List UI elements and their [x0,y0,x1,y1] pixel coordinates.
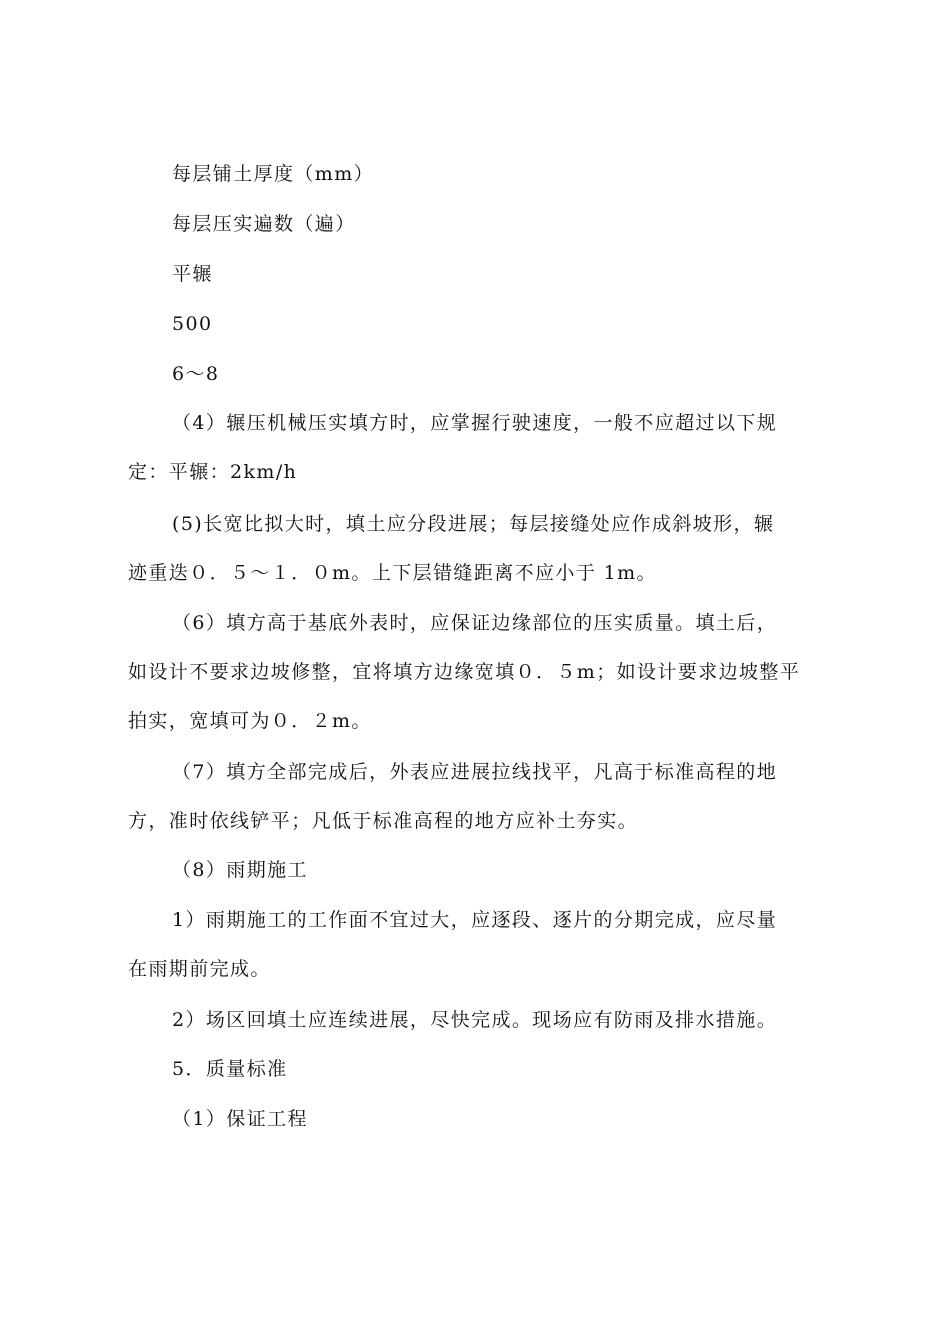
paragraph-9-line-1: 1）雨期施工的工作面不宜过大，应逐段、逐片的分期完成，应尽量 [172,909,778,931]
subsection-heading-guarantee-items: （1）保证工程 [172,1108,308,1130]
paragraph-4-line-1: （4）辗压机械压实填方时，应掌握行驶速度，一般不应超过以下规 [172,412,778,434]
text-line-thickness-value: 500 [172,313,213,335]
section-heading-quality-standard: 5．质量标准 [172,1058,288,1080]
text-line-compaction-passes: 每层压实遍数（遍） [172,213,356,235]
paragraph-5-line-1: (5)长宽比拟大时，填土应分段进展；每层接缝处应作成斜坡形，辗 [172,513,775,535]
text-line-flat-roller: 平辗 [172,263,213,285]
paragraph-5-line-2: 迹重迭０．５～１．０m。上下层错缝距离不应小于 1m。 [128,562,657,584]
text-line-passes-value: 6～8 [172,363,220,385]
paragraph-10: 2）场区回填土应连续进展，尽快完成。现场应有防雨及排水措施。 [172,1009,778,1031]
paragraph-4-line-2: 定：平辗：2km/h [128,461,298,483]
paragraph-9-line-2: 在雨期前完成。 [128,958,271,980]
paragraph-7-line-2: 方，准时依线铲平；凡低于标准高程的地方应补土夯实。 [128,810,639,832]
text-line-layer-thickness: 每层铺土厚度（mm） [172,163,375,185]
paragraph-6-line-1: （6）填方高于基底外表时，应保证边缘部位的压实质量。填土后， [172,612,778,634]
paragraph-7-line-1: （7）填方全部完成后，外表应进展拉线找平，凡高于标准高程的地 [172,761,778,783]
paragraph-8-heading: （8）雨期施工 [172,859,308,881]
paragraph-6-line-3: 拍实，宽填可为０．２m。 [128,710,372,732]
paragraph-6-line-2: 如设计不要求边坡修整，宜将填方边缘宽填０．５m；如设计要求边坡整平 [128,661,801,683]
